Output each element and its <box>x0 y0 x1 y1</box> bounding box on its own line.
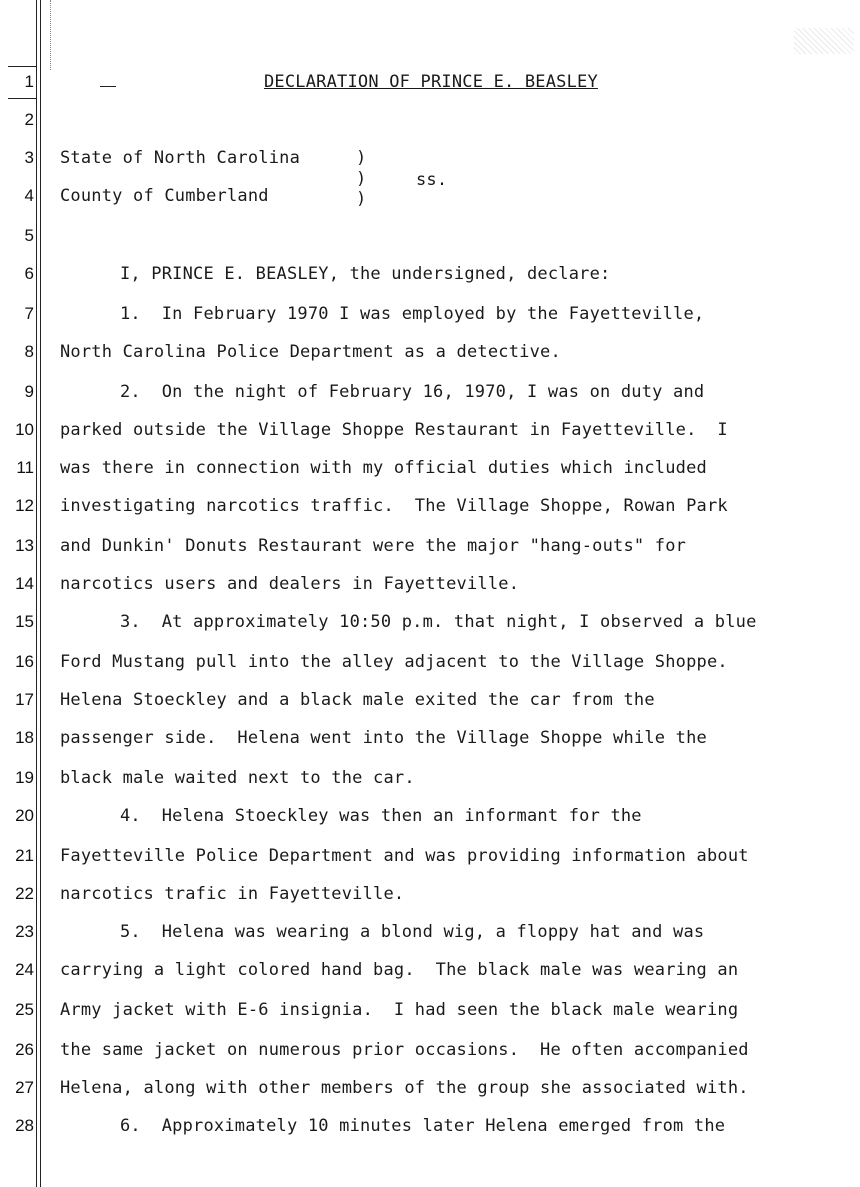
venue-state: State of North Carolina <box>60 148 301 168</box>
body-line: North Carolina Police Department as a detective. <box>60 342 561 362</box>
line-number: 8 <box>24 342 34 361</box>
line-number: 17 <box>15 690 34 709</box>
body-line: passenger side. Helena went into the Village Shoppe while the <box>60 728 707 748</box>
line-number: 2 <box>24 110 34 129</box>
margin-rule <box>36 0 37 1187</box>
line-number: 10 <box>15 420 34 439</box>
body-line: 6. Approximately 10 minutes later Helena emerged from the <box>120 1116 726 1136</box>
venue-paren: ) <box>356 148 367 168</box>
dotted-guide <box>50 0 51 70</box>
line-number: 5 <box>24 226 34 245</box>
line-number: 18 <box>15 728 34 747</box>
body-line: Army jacket with E-6 insignia. I had seen the black male wearing <box>60 1000 739 1020</box>
body-line: and Dunkin' Donuts Restaurant were the major "hang-outs" for <box>60 536 687 556</box>
body-line: Fayetteville Police Department and was providing information about <box>60 846 749 866</box>
line-number: 4 <box>24 186 34 205</box>
line-number: 7 <box>24 304 34 323</box>
line-number: 1 <box>24 72 34 91</box>
line-number: 20 <box>15 806 34 825</box>
line-number: 22 <box>15 884 34 903</box>
line-number: 23 <box>15 922 34 941</box>
header-dash <box>100 86 116 87</box>
body-line: investigating narcotics traffic. The Village Shoppe, Rowan Park <box>60 496 728 516</box>
body-line: carrying a light colored hand bag. The black male was wearing an <box>60 960 739 980</box>
body-line: parked outside the Village Shoppe Restaurant in Fayetteville. I <box>60 420 728 440</box>
venue-ss: ss. <box>416 170 448 190</box>
body-line: Ford Mustang pull into the alley adjacent to the Village Shoppe. <box>60 652 728 672</box>
line-number: 6 <box>24 264 34 283</box>
line-number: 13 <box>15 536 34 555</box>
venue-paren: ) <box>356 169 367 189</box>
body-line: was there in connection with my official duties which included <box>60 458 707 478</box>
line-number: 21 <box>15 846 34 865</box>
line-number: 16 <box>15 652 34 671</box>
body-line: Helena Stoeckley and a black male exited the car from the <box>60 690 655 710</box>
line-number: 25 <box>15 1000 34 1019</box>
body-line: 2. On the night of February 16, 1970, I was on duty and <box>120 382 705 402</box>
body-line: 4. Helena Stoeckley was then an informant for the <box>120 806 642 826</box>
line-number: 27 <box>15 1078 34 1097</box>
venue-county: County of Cumberland <box>60 186 269 206</box>
line-number: 26 <box>15 1040 34 1059</box>
body-line: 5. Helena was wearing a blond wig, a floppy hat and was <box>120 922 705 942</box>
line-number: 3 <box>24 148 34 167</box>
line-number: 14 <box>15 574 34 593</box>
body-line: I, PRINCE E. BEASLEY, the undersigned, declare: <box>120 264 611 284</box>
line-number: 12 <box>15 496 34 515</box>
line-number: 11 <box>16 458 34 477</box>
body-line: the same jacket on numerous prior occasions. He often accompanied <box>60 1040 749 1060</box>
body-line: narcotics users and dealers in Fayetteville. <box>60 574 520 594</box>
margin-rule <box>40 0 41 1187</box>
document-title: DECLARATION OF PRINCE E. BEASLEY <box>264 72 598 92</box>
margin-tick <box>8 98 36 99</box>
body-line: 3. At approximately 10:50 p.m. that night, I observed a blue <box>120 612 757 632</box>
margin-tick <box>8 66 36 67</box>
venue-paren: ) <box>356 189 367 209</box>
scan-noise <box>794 28 854 54</box>
body-line: 1. In February 1970 I was employed by the Fayetteville, <box>120 304 705 324</box>
body-line: black male waited next to the car. <box>60 768 415 788</box>
line-number: 9 <box>24 382 34 401</box>
line-number: 15 <box>15 612 34 631</box>
body-line: narcotics trafic in Fayetteville. <box>60 884 405 904</box>
line-number: 24 <box>15 960 34 979</box>
body-line: Helena, along with other members of the group she associated with. <box>60 1078 749 1098</box>
line-number: 28 <box>15 1116 34 1135</box>
line-number: 19 <box>15 768 34 787</box>
